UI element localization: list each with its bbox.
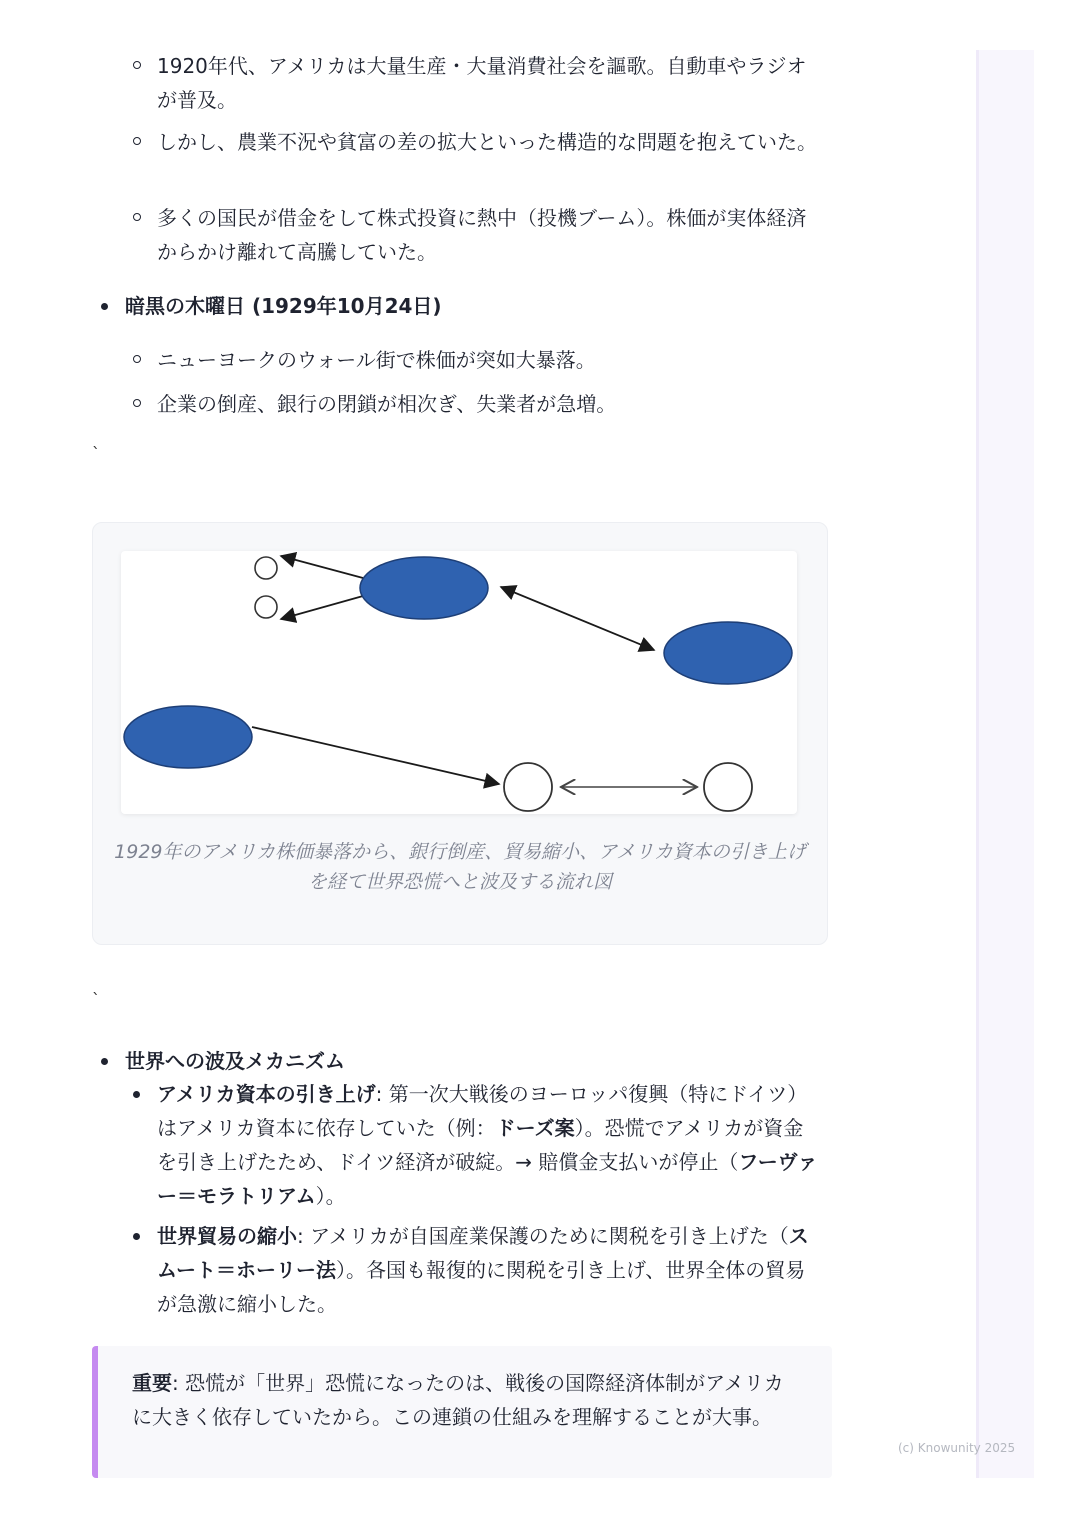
term: スムート＝ホーリー法 [157, 1224, 809, 1282]
important-callout [92, 1346, 832, 1478]
arrow-to-small-node-1 [281, 556, 363, 578]
section-heading-black-thursday: 暗黒の木曜日 (1929年10月24日) [125, 289, 825, 323]
term: 世界貿易の縮小 [157, 1224, 297, 1248]
flow-diagram [121, 551, 797, 814]
list-item [157, 125, 822, 159]
term: アメリカ資本の引き上げ [157, 1082, 376, 1106]
copyright-footer: (c) Knowunity 2025 [898, 1441, 1016, 1455]
arrow-to-bottom-node [252, 727, 499, 784]
arrow-bidirectional-top [501, 587, 654, 650]
blue-node-right [664, 622, 792, 684]
arrow-to-small-node-2 [281, 596, 363, 619]
figure-card [92, 522, 828, 945]
bullet-icon [101, 303, 108, 310]
callout-text: 重要: 恐慌が「世界」恐慌になったのは、戦後の国際経済体制がアメリカに大きく依存していたから。この連鎖の仕組みを理解することが大事。 [132, 1371, 784, 1429]
list-item-text: 企業の倒産、銀行の閉鎖が相次ぎ、失業者が急増。 [157, 392, 617, 416]
stray-backtick: ` [92, 990, 100, 1009]
figure-caption: 1929年のアメリカ株価暴落から、銀行倒産、貿易縮小、アメリカ資本の引き上げを経て世界恐慌へと波及する流れ図 [114, 841, 806, 893]
flow-diagram-svg [121, 551, 797, 814]
hollow-bullet-icon [133, 61, 141, 69]
hollow-bullet-icon [133, 137, 141, 145]
list-item-text: ニューヨークのウォール街で株価が突如大暴落。 [157, 348, 596, 372]
callout-label: 重要 [132, 1371, 172, 1395]
bottom-node-left [504, 763, 552, 811]
bullet-icon [133, 1091, 140, 1098]
hollow-bullet-icon [133, 399, 141, 407]
list-item [157, 387, 822, 421]
small-node [255, 557, 277, 579]
right-margin-panel [976, 50, 1034, 1478]
list-item-capital-withdrawal: アメリカ資本の引き上げ: 第一次大戦後のヨーロッパ復興（特にドイツ）はアメリカ資本に依存していた（例：ドーズ案）。恐慌でアメリカが資金を引き上げたため、ドイツ経済が破綻。→ 賠償金支払いが停止（フーヴァー＝モラトリアム）。 [157, 1077, 822, 1213]
small-node [255, 596, 277, 618]
term: ドーズ案 [495, 1116, 575, 1140]
stray-backtick: ` [92, 444, 100, 463]
list-item-trade-shrink: 世界貿易の縮小: アメリカが自国産業保護のために関税を引き上げた（スムート＝ホーリー法）。各国も報復的に関税を引き上げ、世界全体の貿易が急激に縮小した。 [157, 1219, 822, 1321]
hollow-bullet-icon [133, 355, 141, 363]
list-item [157, 201, 822, 269]
bullet-icon [101, 1058, 108, 1065]
term: フーヴァー＝モラトリアム [157, 1150, 818, 1208]
hollow-bullet-icon [133, 213, 141, 221]
list-item [157, 343, 822, 377]
blue-node-left [124, 706, 252, 768]
section-heading-mechanism: 世界への波及メカニズム [125, 1044, 825, 1078]
list-item-text: 1920年代、アメリカは大量生産・大量消費社会を謳歌。自動車やラジオが普及。 [157, 54, 807, 112]
list-item [157, 49, 822, 117]
bullet-icon [133, 1233, 140, 1240]
bottom-node-right [704, 763, 752, 811]
list-item-text: しかし、農業不況や貧富の差の拡大といった構造的な問題を抱えていた。 [157, 130, 817, 154]
blue-node-top [360, 557, 488, 619]
list-item-text: 多くの国民が借金をして株式投資に熱中（投機ブーム）。株価が実体経済からかけ離れて高騰していた。 [157, 206, 807, 264]
